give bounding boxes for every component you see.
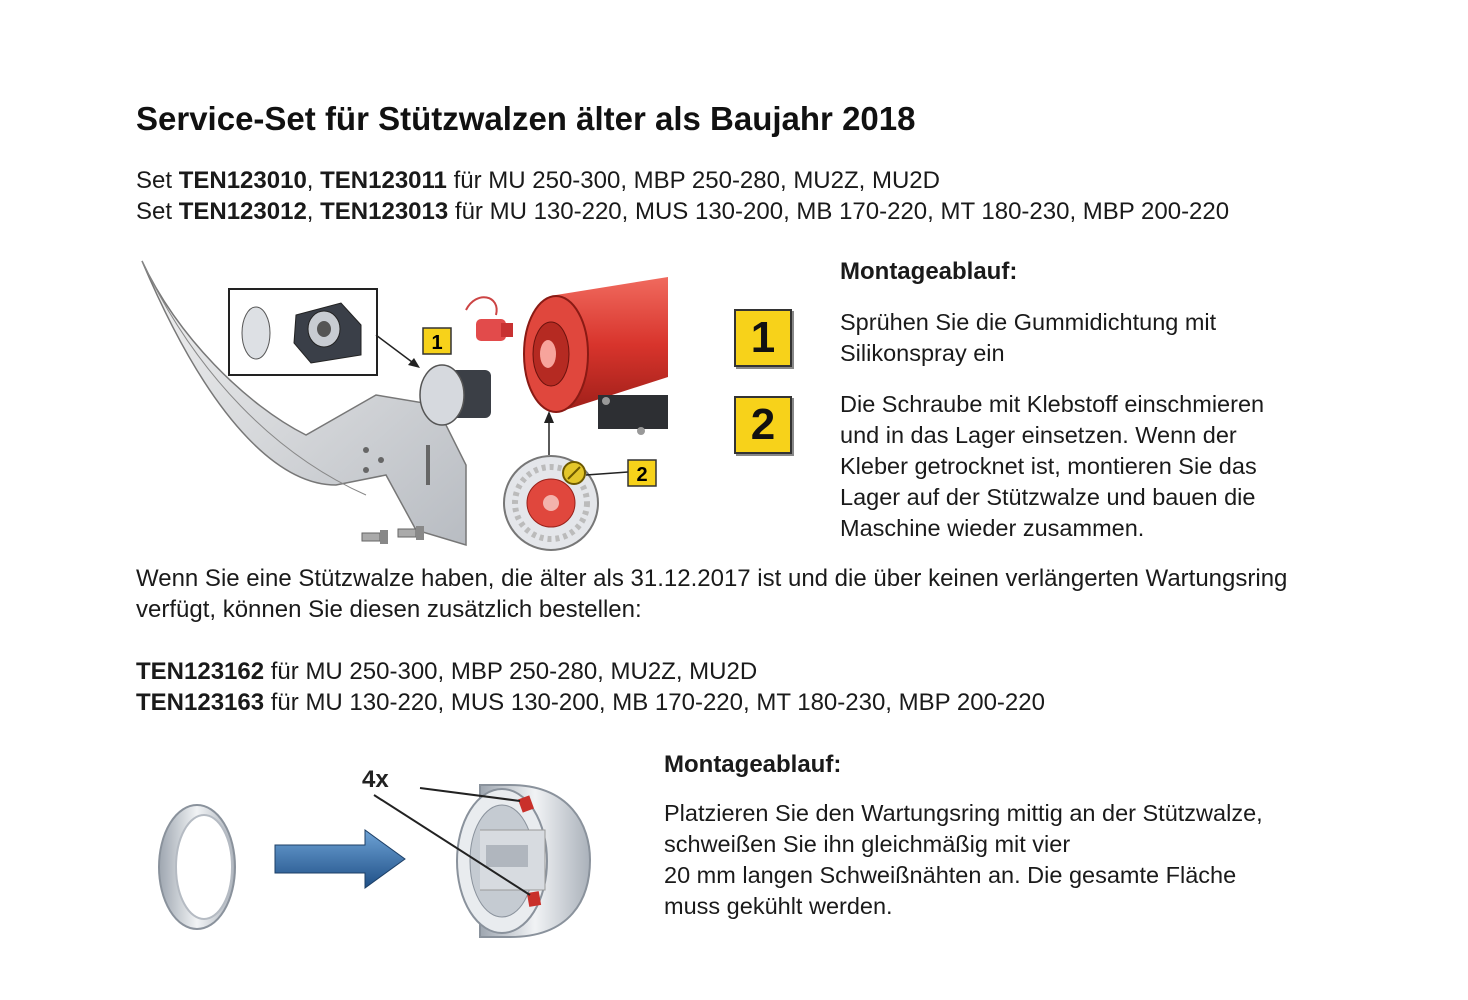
section2-text-line: muss gekühlt werden. [664,893,893,919]
step-text-line: Lager auf der Stützwalze und bauen die [840,484,1256,510]
step-number: 1 [750,313,776,362]
section2-heading: Montageablauf: [664,751,842,778]
ring-welding-illustration [150,755,600,945]
ring-code: TEN123162 [136,658,265,685]
step-text-line: Die Schraube mit Klebstoff einschmieren [840,391,1265,417]
set-prefix: Set [136,167,179,194]
step-2-text [840,389,1264,544]
info-paragraph [136,563,1287,625]
info-line: verfügt, können Sie diesen zusätzlich bestellen: [136,596,642,623]
arrow-right-icon [275,830,405,888]
step-text-line: Kleber getrocknet ist, montieren Sie das [840,453,1257,479]
bearing-face-icon [504,456,598,550]
bearing-assembly-illustration [136,255,676,555]
maintenance-ring-icon [159,805,235,929]
roller-icon [524,277,668,435]
ring-line-2 [136,687,1045,718]
section2-text-line: 20 mm langen Schweißnähten an. Die gesamte Fläche [664,862,1237,888]
bearing-unit [420,365,491,425]
section2-text-line: schweißen Sie ihn gleichmäßig mit vier [664,831,1071,857]
key-icon [466,297,513,341]
set-separator: , [306,198,321,225]
set-code: TEN123012 [178,198,307,225]
section2-text [664,798,1263,922]
info-line: Wenn Sie eine Stützwalze haben, die älter als 31.12.2017 ist und die über keinen verlängerten Wartungsring [136,565,1288,592]
figure-label-2-text: 2 [636,464,648,486]
step-text-line: Silikonspray ein [840,340,1005,366]
set-code: TEN123011 [320,167,447,194]
set-line-2 [136,196,1229,227]
set-code: TEN123013 [320,198,449,225]
set-code: TEN123010 [178,167,307,194]
step-text-line: Maschine wieder zusammen. [840,515,1145,541]
step-number: 2 [750,400,776,449]
set-line-1 [136,165,940,196]
set-description: für MU 250-300, MBP 250-280, MU2Z, MU2D [446,167,940,194]
figure-label-1-text: 1 [431,332,443,354]
section2-text-line: Platzieren Sie den Wartungsring mittig an der Stützwalze, [664,800,1263,826]
set-description: für MU 130-220, MUS 130-200, MB 170-220, MT 180-230, MBP 200-220 [448,198,1230,225]
seal-disc [242,307,270,359]
weld-count-label: 4x [362,766,389,793]
ring-code: TEN123163 [136,689,265,716]
step-1-text [840,307,1216,369]
bolt-icon [362,526,424,544]
ring-description: für MU 130-220, MUS 130-200, MB 170-220, MT 180-230, MBP 200-220 [264,689,1045,716]
page-title: Service-Set für Stützwalzen älter als Baujahr 2018 [136,100,916,137]
ring-description: für MU 250-300, MBP 250-280, MU2Z, MU2D [264,658,758,685]
set-separator: , [306,167,321,194]
step-text-line: und in das Lager einsetzen. Wenn der [840,422,1237,448]
set-prefix: Set [136,198,179,225]
step-badge-1 [734,309,792,367]
step-text-line: Sprühen Sie die Gummidichtung mit [840,309,1217,335]
ring-line-1 [136,656,757,687]
step-badge-2 [734,396,792,454]
section1-heading: Montageablauf: [840,258,1018,285]
